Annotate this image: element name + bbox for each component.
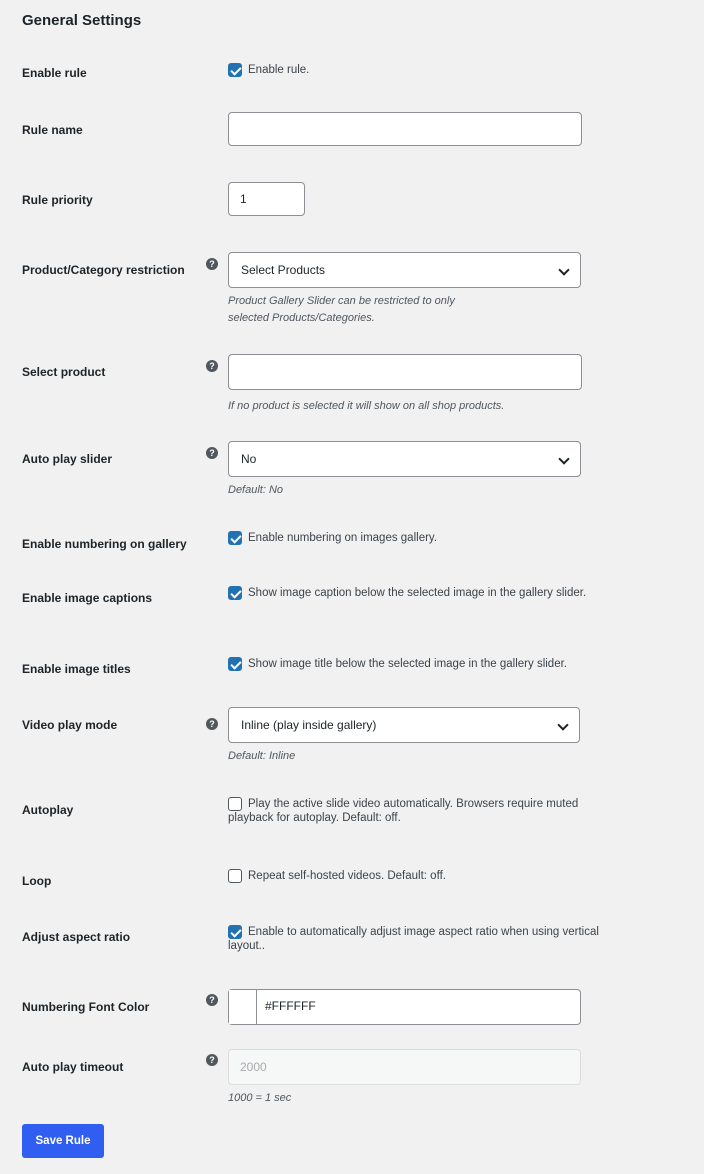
enable-numbering-checkbox[interactable]: [228, 531, 242, 545]
rule-name-input[interactable]: [228, 112, 582, 146]
loop-text: Repeat self-hosted videos. Default: off.: [248, 870, 446, 882]
auto-play-timeout-label: Auto play timeout: [22, 1060, 124, 1074]
question-circle-icon: ?: [206, 447, 218, 459]
chevron-down-icon: [557, 719, 568, 730]
restriction-select-value: Select Products: [241, 263, 326, 277]
video-play-mode-desc: Default: Inline: [228, 750, 296, 762]
autoplay-text: Play the active slide video automatically. Browsers require muted playback for autoplay. Default: off.: [228, 798, 579, 824]
chevron-down-icon: [558, 264, 569, 275]
rule-priority-label: Rule priority: [22, 193, 93, 207]
image-titles-checkbox[interactable]: [228, 657, 242, 671]
video-play-mode-select[interactable]: [228, 707, 580, 743]
color-swatch[interactable]: [229, 990, 257, 1024]
image-captions-text: Show image caption below the selected image in the gallery slider.: [248, 587, 587, 599]
auto-play-slider-label: Auto play slider: [22, 452, 113, 466]
enable-rule-checkbox[interactable]: [228, 63, 242, 77]
question-circle-icon: ?: [206, 718, 218, 730]
rule-priority-input[interactable]: 1: [228, 182, 305, 216]
loop-label: Loop: [22, 874, 52, 888]
enable-rule-label: Enable rule: [22, 66, 87, 80]
loop-checkbox[interactable]: [228, 869, 242, 883]
restriction-select[interactable]: [228, 252, 581, 288]
question-circle-icon: ?: [206, 258, 218, 270]
save-rule-button[interactable]: Save Rule: [22, 1124, 104, 1158]
select-product-label: Select product: [22, 365, 106, 379]
autoplay-label: Autoplay: [22, 803, 74, 817]
restriction-desc-line1: Product Gallery Slider can be restricted to only: [228, 295, 455, 307]
select-product-desc: If no product is selected it will show on all shop products.: [228, 400, 505, 412]
aspect-ratio-label: Adjust aspect ratio: [22, 930, 131, 944]
auto-play-timeout-desc: 1000 = 1 sec: [228, 1092, 292, 1104]
video-play-mode-value: Inline (play inside gallery): [241, 718, 377, 732]
page-title: General Settings: [22, 12, 142, 29]
question-circle-icon: ?: [206, 1054, 218, 1066]
auto-play-timeout-input[interactable]: 2000: [228, 1049, 581, 1085]
image-titles-text: Show image title below the selected image in the gallery slider.: [248, 658, 567, 670]
image-captions-label: Enable image captions: [22, 591, 153, 605]
image-titles-label: Enable image titles: [22, 662, 131, 676]
auto-play-slider-desc: Default: No: [228, 484, 284, 496]
enable-rule-text: Enable rule.: [248, 64, 310, 76]
auto-play-slider-select[interactable]: [228, 441, 581, 477]
aspect-ratio-text: Enable to automatically adjust image aspect ratio when using vertical layout..: [228, 926, 599, 952]
select-product-input[interactable]: [228, 354, 582, 390]
question-circle-icon: ?: [206, 994, 218, 1006]
auto-play-slider-value: No: [241, 452, 257, 466]
numbering-color-label: Numbering Font Color: [22, 1000, 150, 1014]
restriction-label: Product/Category restriction: [22, 263, 185, 277]
video-play-mode-label: Video play mode: [22, 718, 118, 732]
numbering-color-input[interactable]: [228, 989, 581, 1025]
rule-name-label: Rule name: [22, 123, 83, 137]
restriction-desc-line2: selected Products/Categories.: [228, 312, 375, 324]
enable-numbering-label: Enable numbering on gallery: [22, 537, 187, 551]
numbering-color-value: #FFFFFF: [265, 999, 316, 1013]
chevron-down-icon: [558, 453, 569, 464]
question-circle-icon: ?: [206, 360, 218, 372]
enable-numbering-text: Enable numbering on images gallery.: [248, 532, 438, 544]
